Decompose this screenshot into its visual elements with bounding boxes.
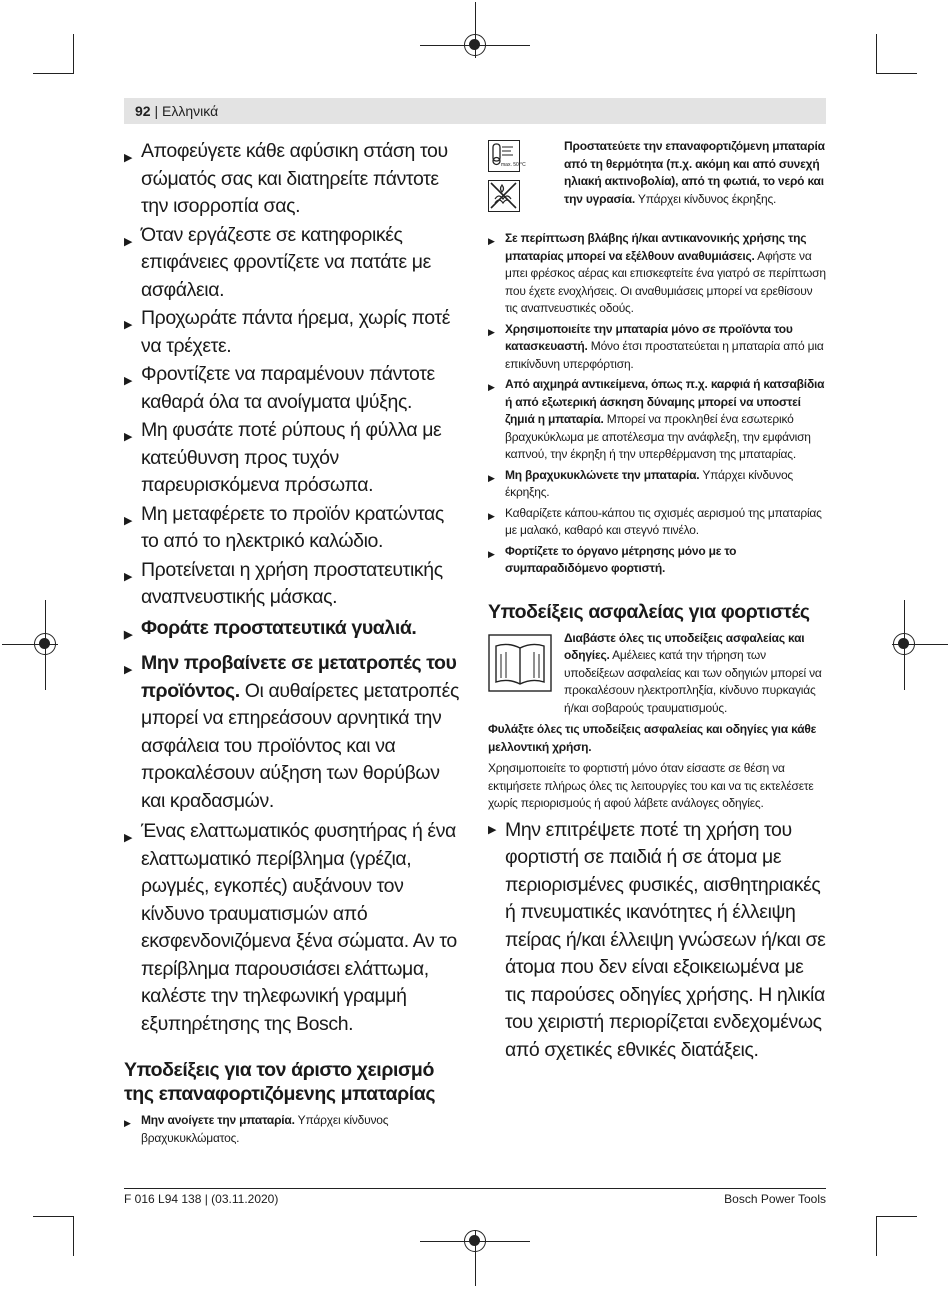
list-item	[488, 505, 826, 540]
right-column	[488, 138, 826, 1065]
list-item-goggles: ▶ Φοράτε προστατευτικά γυαλιά.	[124, 615, 464, 643]
registration-target-icon	[34, 633, 56, 655]
crop-mark	[876, 1216, 877, 1256]
keep-instructions: Φυλάξτε όλες τις υποδείξεις ασφαλείας και οδηγίες για κάθε μελλοντική χρήση.	[488, 722, 817, 754]
list-item-modifications	[124, 650, 464, 815]
footer-divider	[124, 1188, 826, 1189]
list-item: ▶ Προτείνεται η χρήση προστατευτικής αναπνευστικής μάσκας.	[124, 557, 464, 612]
heat-warning-block	[488, 138, 826, 226]
item-text: Μόνο έτσι προστατεύεται η μπαταρία από μια επικίνδυνη υπερφόρτιση.	[505, 339, 824, 371]
no-water-icon	[488, 180, 520, 212]
registration-target-icon	[464, 1230, 486, 1252]
list-item-children: ▶ Μην επιτρέψετε ποτέ τη χρήση του φορτιστή σε παιδιά ή σε άτομα με περιορισμένες φυσικές, αισθητηριακές ή πνευματικές ικανότητες ή έλλειψη πείρας ή/και έλλειψη γνώσεων ή/και σε άτομα που δεν είναι εξοικειωμένα με τις παρούσες οδηγίες χρήσης. Η ηλικία του χειριστή περιορίζεται ενδεχομένως από σχετικές εθνικές διατάξεις.	[488, 817, 826, 1065]
page-header-bar	[124, 98, 826, 124]
crop-mark	[876, 34, 877, 74]
list-item: ▶ Προχωράτε πάντα ήρεμα, χωρίς ποτέ να τρέχετε.	[124, 305, 464, 360]
item-bold: Από αιχμηρά αντικείμενα, όπως π.χ. καρφιά ή κατσαβίδια ή από εξωτερική άσκηση δύναμης μπορεί να υποστεί ζημιά η μπαταρία.	[505, 377, 825, 426]
footer-doc-id: F 016 L94 138 | (03.11.2020)	[124, 1192, 279, 1206]
temperature-icon-label: max. 50 °C	[501, 162, 526, 168]
list-item: ▶ Όταν εργάζεστε σε κατηφορικές επιφάνειες φροντίζετε να πατάτε με ασφάλεια.	[124, 222, 464, 305]
item-bold: Φορτίζετε το όργανο μέτρησης μόνο με το συμπαραδιδόμενο φορτιστή.	[505, 543, 737, 575]
modify-warning-bold: Μην προβαίνετε σε μετατροπές του προϊόντος.	[141, 652, 457, 702]
list-item-battery	[124, 1112, 464, 1147]
charger-section-title: Υποδείξεις ασφαλείας για φορτιστές	[488, 600, 810, 623]
charger-use-text: Χρησιμοποιείτε το φορτιστή μόνο όταν είσαστε σε θέση να εκτιμήσετε πλήρως όλες τις λειτουργίες του και να τις εκτελέσετε χωρίς περιορισμούς ή αφού λάβετε ανάλογες οδηγίες.	[488, 761, 814, 810]
crop-mark	[73, 1216, 74, 1256]
crop-mark	[33, 73, 73, 74]
left-column	[124, 138, 464, 1148]
list-item: ▶ Μη φυσάτε ποτέ ρύπους ή φύλλα με κατεύθυνση προς τυχόν παρευρισκόμενα πρόσωπα.	[124, 417, 464, 500]
modify-warning-text: Οι αυθαίρετες μετατροπές μπορεί να επηρεάσουν αρνητικά την ασφάλεια του προϊόντος και να προκαλέσουν αύξηση των θορύβων και κραδασμών.	[141, 679, 459, 812]
item-bold: Μη βραχυκυκλώνετε την μπαταρία.	[505, 467, 700, 482]
heat-warning-bold: Προστατεύετε την επαναφορτιζόμενη μπαταρία από τη θερμότητα (π.χ. ακόμη και από συνεχή ηλιακή ακτινοβολία), από τη φωτιά, το νερό και την υγρασία.	[564, 139, 825, 206]
heat-warning-rest: Υπάρχει κίνδυνος έκρηξης.	[635, 191, 777, 206]
item-bold: Σε περίπτωση βλάβης ή/και αντικανονικής χρήσης της μπαταρίας μπορεί να εξέλθουν αναθυμιάσεις.	[505, 231, 807, 263]
page-language: Ελληνικά	[162, 103, 219, 119]
item-text: Μπορεί να προκληθεί ένα εσωτερικό βραχυκύκλωμα με αποτέλεσμα την ανάφλεξη, την εμφάνιση καπνού, την έκρηξη ή την υπερθέρμανση της μπαταρίας.	[505, 412, 811, 461]
battery-section-title: Υποδείξεις για τον άριστο χειρισμό της επαναφορτιζόμενης μπαταρίας	[124, 1059, 436, 1105]
battery-warning-bold: Μην ανοίγετε την μπαταρία.	[141, 1113, 295, 1127]
battery-warning-text: Υπάρχει κίνδυνος βραχυκυκλώματος.	[141, 1113, 389, 1145]
temperature-limit-icon	[488, 140, 526, 172]
crop-mark	[33, 1216, 73, 1217]
crop-mark	[877, 1216, 917, 1217]
list-item-defect: ▶ Ένας ελαττωματικός φυσητήρας ή ένα ελαττωματικό περίβλημα (γρέζια, ρωγμές, εγκοπές) αυξάνουν τον κίνδυνο τραυματισμών από εκσφενδονιζόμενα ξένα σώματα. Αν το περίβλημα παρουσιάσει ελάττωμα, καλέστε την τηλεφωνική γραμμή εξυπηρέτησης της Bosch.	[124, 818, 464, 1038]
registration-target-icon	[464, 34, 486, 56]
item-text: Καθαρίζετε κάπου-κάπου τις σχισμές αερισμού της μπαταρίας με μαλακό, καθαρό και στεγνό πινέλο.	[505, 505, 822, 537]
page-number: 92	[135, 103, 151, 119]
list-item: ▶ Μη μεταφέρετε το προϊόν κρατώντας το από το ηλεκτρικό καλώδιο.	[124, 501, 464, 556]
heat-warning-text	[564, 138, 826, 208]
item-text: Αφήστε να μπει φρέσκος αέρας και επισκεφτείτε ένα γιατρό σε περίπτωση που έχετε ενοχλήσεις. Οι αναθυμιάσεις μπορεί να ερεθίσουν τις αναπνευστικές οδούς.	[505, 248, 826, 315]
crop-mark	[73, 34, 74, 74]
item-text: Υπάρχει κίνδυνος έκρηξης.	[505, 467, 794, 499]
footer-brand: Bosch Power Tools	[724, 1192, 826, 1206]
crop-mark	[877, 73, 917, 74]
read-instructions-block	[488, 630, 826, 718]
read-manual-icon	[488, 634, 552, 692]
item-bold: Χρησιμοποιείτε την μπαταρία μόνο σε προϊόντα του κατασκευαστή.	[505, 321, 793, 353]
registration-target-icon	[893, 633, 915, 655]
list-item: ▶ Φροντίζετε να παραμένουν πάντοτε καθαρά όλα τα ανοίγματα ψύξης.	[124, 361, 464, 416]
page-header: 92 | Ελληνικά	[135, 103, 219, 119]
read-instructions-rest: Αμέλειες κατά την τήρηση των υποδείξεων ασφαλείας και των οδηγιών μπορεί να προκαλέσουν ηλεκτροπληξία, κίνδυνο πυρκαγιάς ή/και σοβαρούς τραυματισμούς.	[564, 648, 822, 715]
list-item	[488, 230, 826, 318]
list-item	[488, 376, 826, 464]
list-item	[488, 543, 826, 578]
list-item	[488, 321, 826, 374]
list-item: ▶ Αποφεύγετε κάθε αφύσικη στάση του σώματός σας και διατηρείτε πάντοτε την ισορροπία σας.	[124, 138, 464, 221]
list-item	[488, 467, 826, 502]
read-instructions-bold: Διαβάστε όλες τις υποδείξεις ασφαλείας και οδηγίες.	[564, 630, 805, 662]
